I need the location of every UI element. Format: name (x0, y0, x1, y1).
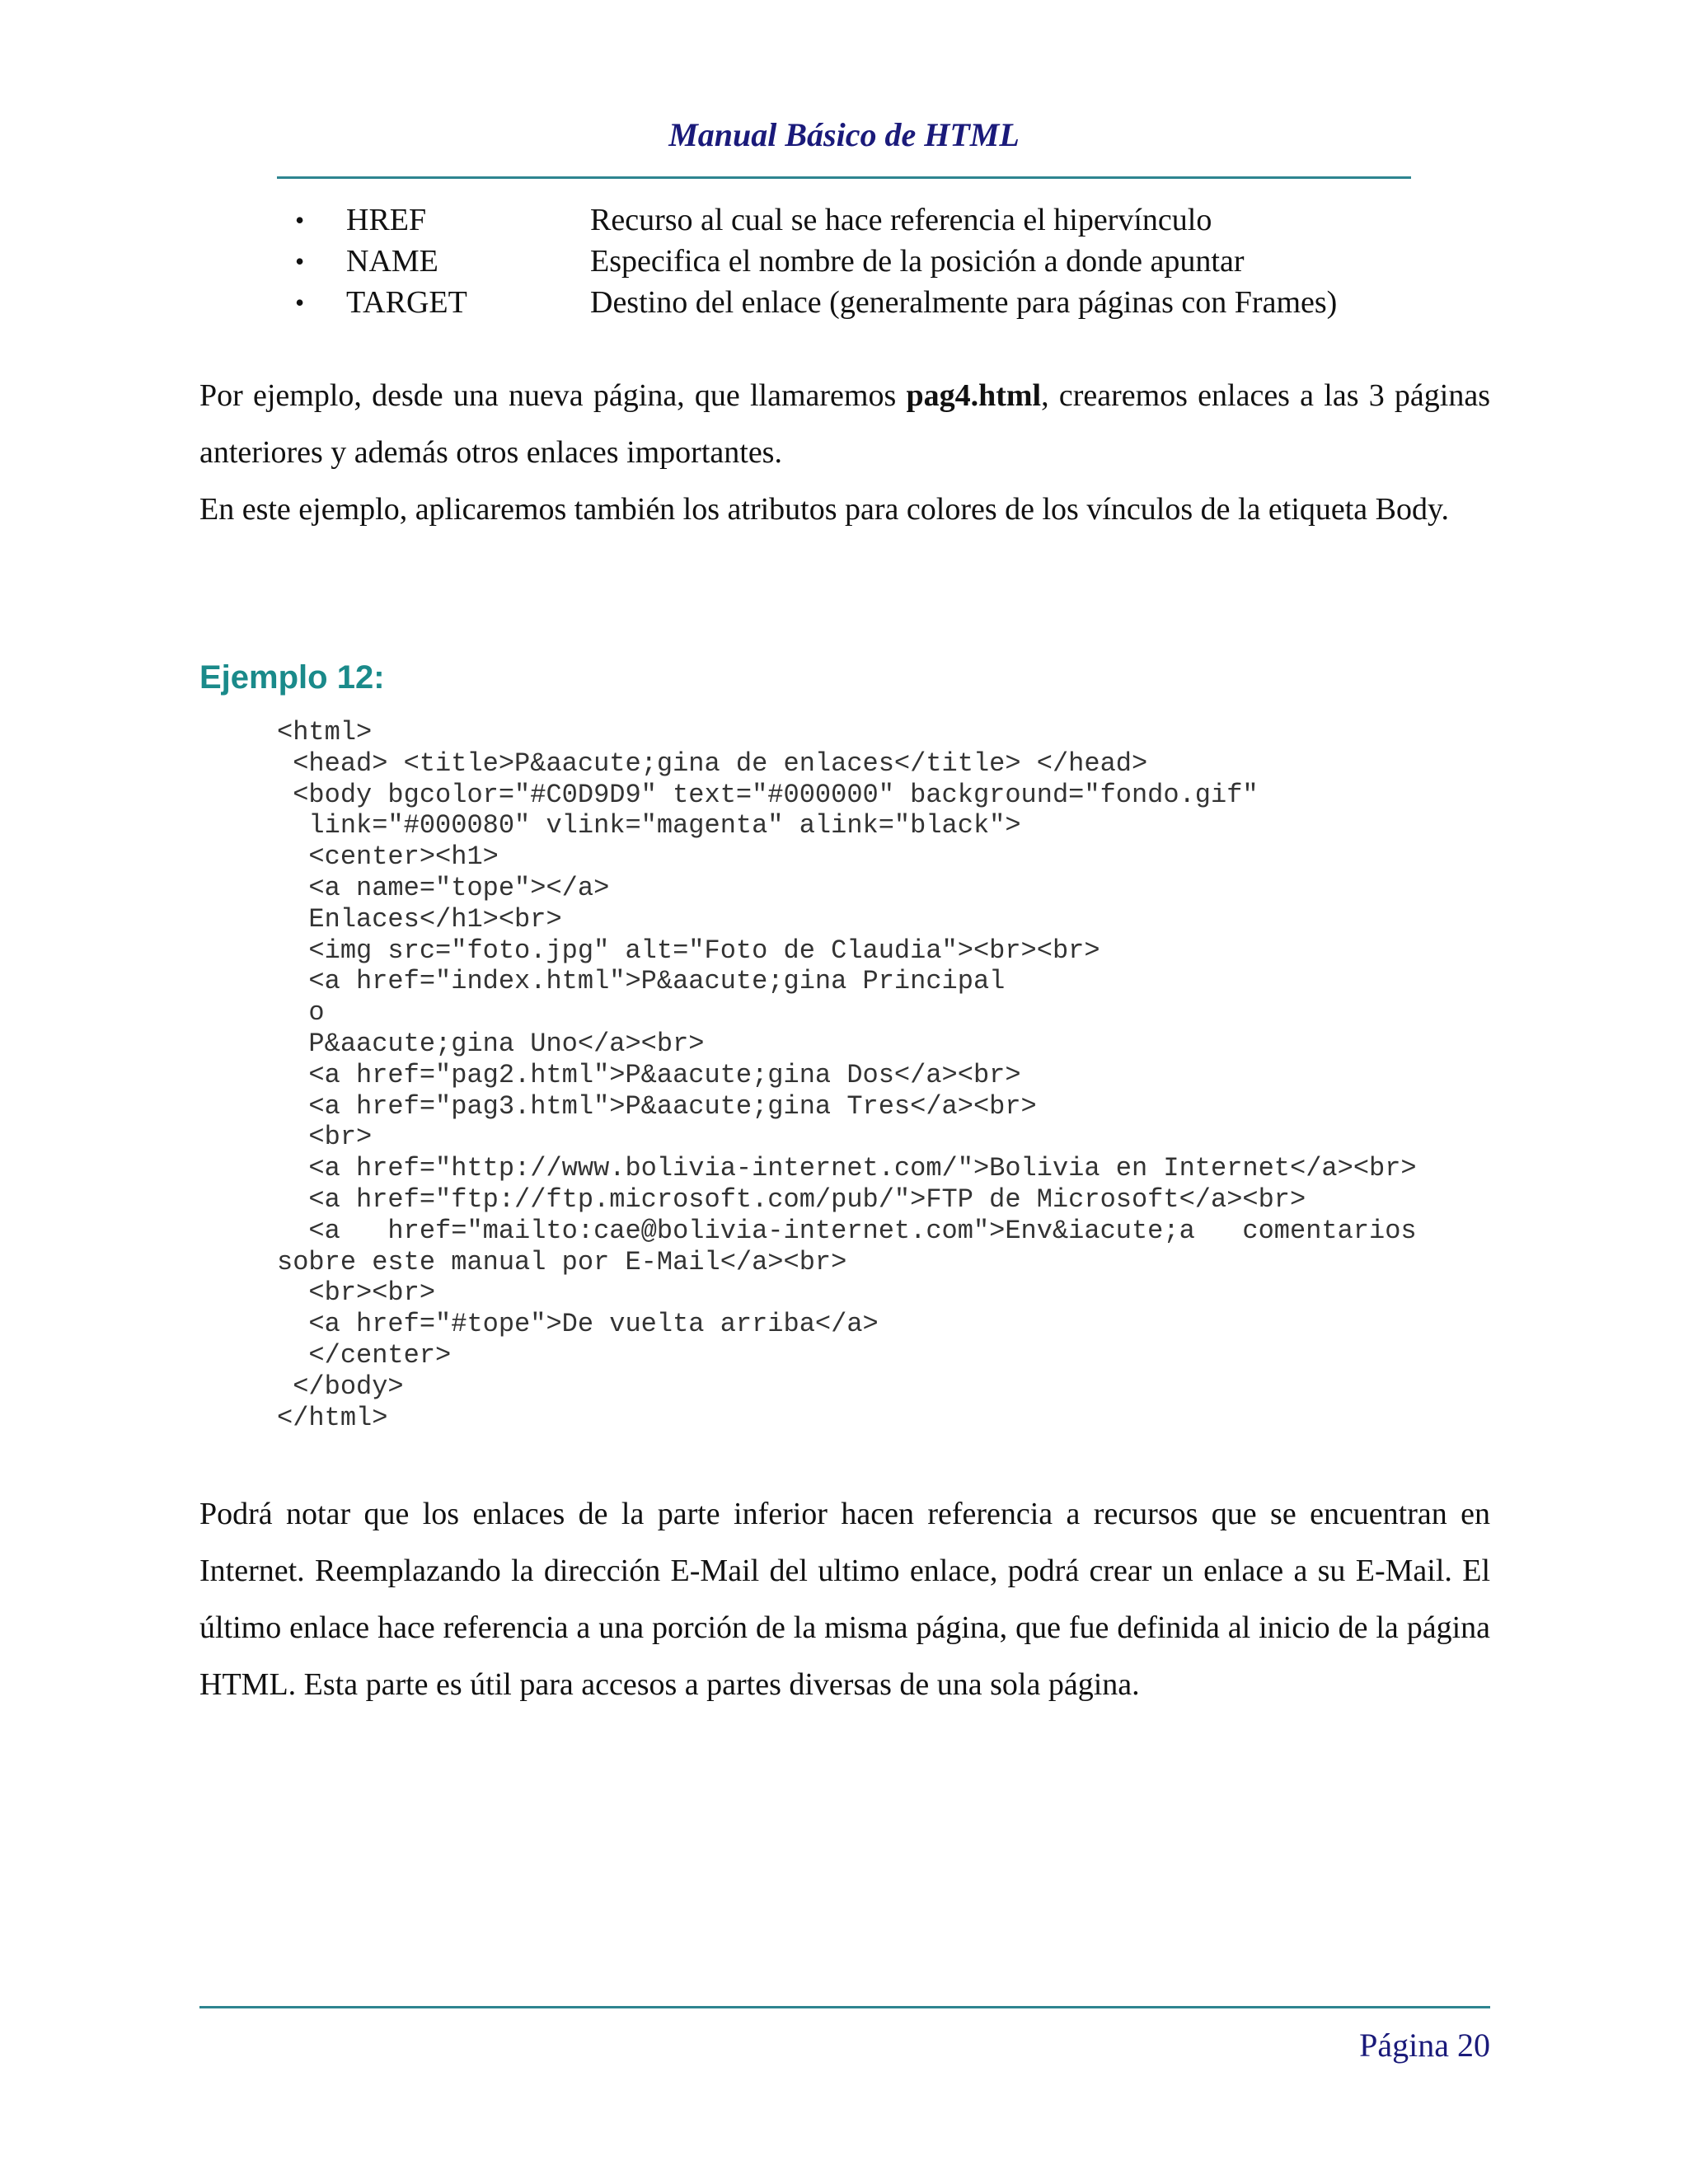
attribute-item-target (0, 282, 1688, 323)
attribute-description: Recurso al cual se hace referencia el hipervínculo (590, 203, 1212, 237)
code-line: <a name="tope"></a> (277, 872, 610, 903)
bullet-icon: • (295, 205, 305, 235)
code-line: <img src="foto.jpg" alt="Foto de Claudia"><br><br> (277, 935, 1100, 966)
page-header-title: Manual Básico de HTML (668, 116, 1020, 153)
intro-filename: pag4.html (906, 378, 1042, 413)
bullet-icon: • (295, 246, 305, 276)
code-line: <head> <title>P&aacute;gina de enlaces</title> </head> (277, 748, 1148, 779)
code-line: link="#000080" vlink="magenta" alink="black"> (277, 810, 1021, 841)
attribute-list (0, 199, 1688, 323)
code-line: o (277, 997, 325, 1029)
code-line: <br> (277, 1122, 373, 1153)
code-line: <a href="#tope">De vuelta arriba</a> (277, 1309, 879, 1340)
page-number: Página 20 (1359, 2027, 1490, 2064)
intro-text-after: , crearemos enlaces a las 3 páginas anteriores y además otros enlaces importantes. (199, 378, 1490, 470)
code-line: <html> (277, 717, 373, 748)
code-line: <a href="http://www.bolivia-internet.com/">Bolivia en Internet</a><br> (277, 1153, 1417, 1184)
attribute-description: Destino del enlace (generalmente para páginas con Frames) (590, 285, 1338, 320)
code-block (277, 717, 1417, 1433)
intro-paragraph (199, 368, 1490, 481)
code-line: </center> (277, 1339, 452, 1371)
header-divider (277, 176, 1411, 179)
attribute-description: Especifica el nombre de la posición a donde apuntar (590, 244, 1245, 279)
intro-text-before: Por ejemplo, desde una nueva página, que llamaremos (199, 378, 907, 413)
code-line: <body bgcolor="#C0D9D9" text="#000000" background="fondo.gif" (277, 779, 1259, 810)
code-line: <a href="pag2.html">P&aacute;gina Dos</a><br> (277, 1059, 1021, 1090)
bullet-icon: • (295, 288, 305, 317)
code-line: <a href="index.html">P&aacute;gina Principal (277, 966, 1006, 997)
code-line: </html> (277, 1402, 388, 1433)
code-line: sobre este manual por E-Mail</a><br> (277, 1246, 847, 1277)
code-line: <center><h1> (277, 841, 499, 873)
footer-divider (199, 2006, 1490, 2008)
attribute-item-name (0, 241, 1688, 282)
code-line: P&aacute;gina Uno</a><br> (277, 1028, 705, 1059)
body-colors-paragraph: En este ejemplo, aplicaremos también los atributos para colores de los vínculos de la etiqueta Body. (199, 492, 1450, 527)
code-line: <a href="pag3.html">P&aacute;gina Tres</a><br> (277, 1090, 1037, 1122)
attribute-item-href (0, 199, 1688, 241)
attribute-name: TARGET (346, 285, 467, 320)
code-line: <a href="ftp://ftp.microsoft.com/pub/">FTP de Microsoft</a><br> (277, 1183, 1306, 1215)
code-line: <br><br> (277, 1277, 436, 1309)
code-line: </body> (277, 1371, 404, 1402)
explanation-paragraph: Podrá notar que los enlaces de la parte inferior hacen referencia a recursos que se encuentran en Internet. Reemplazando la dirección E-Mail del ultimo enlace, podrá crear un enlace a su E-Mail. El último enlace hace referencia a una porción de la misma página, que fue definida al inicio de la página HTML. Esta parte es útil para accesos a partes diversas de una sola página. (199, 1497, 1490, 1702)
attribute-name: NAME (346, 244, 438, 279)
attribute-name: HREF (346, 203, 427, 237)
example-heading: Ejemplo 12: (199, 659, 385, 696)
code-line: Enlaces</h1><br> (277, 903, 562, 935)
code-line: <a href="mailto:cae@bolivia-internet.com">Env&iacute;a comentarios (277, 1215, 1417, 1246)
